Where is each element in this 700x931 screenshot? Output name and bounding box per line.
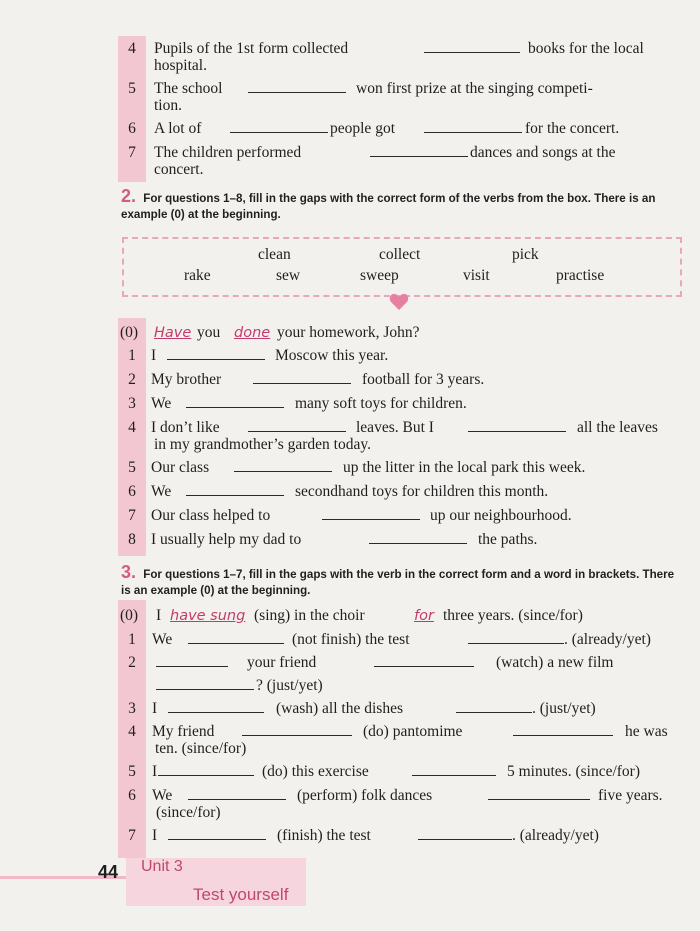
item-text: We xyxy=(151,483,172,500)
example-item xyxy=(0,605,700,627)
exercise-item xyxy=(0,118,700,140)
exercise-item xyxy=(0,369,700,391)
task-number: 3. xyxy=(121,562,137,582)
instruction-text: For questions 1–8, fill in the gaps with the correct form of the verbs from the box. There is an example (0) at the beginning. xyxy=(121,192,656,221)
item-text: your homework, John? xyxy=(277,324,420,341)
answer-blank[interactable] xyxy=(168,698,264,713)
item-text: many soft toys for children. xyxy=(295,395,467,412)
item-number: 5 xyxy=(128,763,136,780)
item-text: A lot of xyxy=(154,120,202,137)
item-text: . (already/yet) xyxy=(512,827,599,844)
word-box-word: sew xyxy=(276,267,301,284)
item-text: I xyxy=(152,763,158,780)
item-number: 4 xyxy=(128,419,136,436)
word-box-word: practise xyxy=(556,267,605,284)
exercise-item-continued xyxy=(0,802,700,824)
item-text: My brother xyxy=(151,371,222,388)
item-text: I xyxy=(152,700,158,717)
item-text: your friend xyxy=(247,654,317,671)
exercise-item xyxy=(0,529,700,551)
item-text: I usually help my dad to xyxy=(151,531,302,548)
item-number: (0) xyxy=(120,324,139,341)
task-3-instruction xyxy=(121,564,686,599)
item-text: won first prize at the singing competi- xyxy=(356,80,593,97)
item-number: (0) xyxy=(120,607,139,624)
exercise-item xyxy=(0,698,700,720)
item-text: I xyxy=(152,827,158,844)
exercise-item xyxy=(0,652,700,674)
item-text: I xyxy=(151,347,157,364)
word-box-word: pick xyxy=(512,246,539,263)
item-number: 6 xyxy=(128,483,136,500)
answer-blank[interactable] xyxy=(230,118,328,133)
item-text: (perform) folk dances xyxy=(297,787,433,804)
item-text: three years. (since/for) xyxy=(443,607,583,624)
answer-blank[interactable] xyxy=(253,369,351,384)
item-number: 1 xyxy=(128,347,136,364)
answer-blank[interactable] xyxy=(186,393,284,408)
item-number: 4 xyxy=(128,40,136,57)
item-text: (sing) in the choir xyxy=(254,607,365,624)
item-text: books for the local xyxy=(528,40,644,57)
answer-blank[interactable] xyxy=(468,417,566,432)
item-text: tion. xyxy=(154,97,182,114)
answer-blank[interactable] xyxy=(248,78,346,93)
answer-blank[interactable] xyxy=(418,825,512,840)
handwritten-answer: have sung xyxy=(170,608,246,624)
item-text: five years. xyxy=(598,787,663,804)
item-text: Pupils of the 1st form collected xyxy=(154,40,349,57)
item-text: ten. (since/for) xyxy=(155,740,247,757)
answer-blank[interactable] xyxy=(488,785,590,800)
item-text: I xyxy=(156,607,162,624)
section-title: Test yourself xyxy=(193,885,289,904)
handwritten-answer: for xyxy=(414,608,434,624)
item-number: 7 xyxy=(128,507,136,524)
item-text: football for 3 years. xyxy=(362,371,485,388)
exercise-item xyxy=(0,393,700,415)
answer-blank[interactable] xyxy=(513,721,613,736)
item-text: (do) this exercise xyxy=(262,763,369,780)
item-text: My friend xyxy=(152,723,215,740)
item-text: up our neighbourhood. xyxy=(430,507,572,524)
answer-blank[interactable] xyxy=(158,761,254,776)
answer-blank[interactable] xyxy=(188,629,284,644)
answer-blank[interactable] xyxy=(234,457,332,472)
item-text: . (just/yet) xyxy=(532,700,596,717)
item-text: We xyxy=(152,787,173,804)
exercise-item-continued xyxy=(0,159,700,181)
item-text: all the leaves xyxy=(577,419,658,436)
item-number: 4 xyxy=(128,723,136,740)
heart-icon xyxy=(389,293,409,311)
item-number: 5 xyxy=(128,459,136,476)
answer-blank[interactable] xyxy=(424,38,520,53)
item-text: Moscow this year. xyxy=(275,347,389,364)
task-number: 2. xyxy=(121,186,137,206)
answer-blank[interactable] xyxy=(242,721,352,736)
item-text: Our class helped to xyxy=(151,507,271,524)
item-text: ? (just/yet) xyxy=(256,677,323,694)
item-number: 1 xyxy=(128,631,136,648)
answer-blank[interactable] xyxy=(369,529,467,544)
answer-blank[interactable] xyxy=(168,825,266,840)
exercise-item-continued xyxy=(0,738,700,760)
answer-blank[interactable] xyxy=(156,652,228,667)
answer-blank[interactable] xyxy=(370,142,468,157)
item-text: for the concert. xyxy=(525,120,620,137)
unit-label: Unit 3 xyxy=(141,858,183,875)
item-text: dances and songs at the xyxy=(470,144,616,161)
answer-blank[interactable] xyxy=(456,698,532,713)
item-text: (since/for) xyxy=(156,804,221,821)
answer-blank[interactable] xyxy=(248,417,346,432)
exercise-item-continued xyxy=(0,55,700,77)
answer-blank[interactable] xyxy=(156,675,254,690)
item-text: The children performed xyxy=(154,144,302,161)
answer-blank[interactable] xyxy=(188,785,286,800)
item-text: Our class xyxy=(151,459,210,476)
handwritten-answer: Have xyxy=(154,325,192,341)
answer-blank[interactable] xyxy=(412,761,496,776)
item-number: 3 xyxy=(128,395,136,412)
item-number: 7 xyxy=(128,144,136,161)
item-text: the paths. xyxy=(478,531,538,548)
answer-blank[interactable] xyxy=(167,345,265,360)
item-text: 5 minutes. (since/for) xyxy=(507,763,641,780)
exercise-item-continued xyxy=(0,675,700,697)
item-number: 2 xyxy=(128,654,136,671)
exercise-item-continued xyxy=(0,434,700,456)
word-box-word: rake xyxy=(184,267,211,284)
item-text: The school xyxy=(154,80,223,97)
instruction-text: For questions 1–7, fill in the gaps with the verb in the correct form and a word in brackets. There is an example (0) at the beginning. xyxy=(121,568,675,597)
item-text: We xyxy=(152,631,173,648)
item-text: (finish) the test xyxy=(277,827,371,844)
handwritten-answer: done xyxy=(234,325,271,341)
page-number: 44 xyxy=(97,862,118,882)
item-text: hospital. xyxy=(154,57,207,74)
item-text: concert. xyxy=(154,161,204,178)
answer-blank[interactable] xyxy=(468,629,564,644)
exercise-item xyxy=(0,345,700,367)
answer-blank[interactable] xyxy=(424,118,522,133)
item-number: 6 xyxy=(128,120,136,137)
item-text: people got xyxy=(330,120,395,137)
item-text: . (already/yet) xyxy=(564,631,651,648)
item-text: secondhand toys for children this month. xyxy=(295,483,549,500)
item-text: (wash) all the dishes xyxy=(276,700,403,717)
exercise-item xyxy=(0,457,700,479)
item-number: 5 xyxy=(128,80,136,97)
exercise-item xyxy=(0,761,700,783)
word-box-word: clean xyxy=(258,246,291,263)
item-number: 6 xyxy=(128,787,136,804)
answer-blank[interactable] xyxy=(374,652,474,667)
item-number: 7 xyxy=(128,827,136,844)
task-2-instruction xyxy=(121,188,686,223)
item-number: 3 xyxy=(128,700,136,717)
exercise-item-continued xyxy=(0,95,700,117)
item-text: he was xyxy=(625,723,668,740)
item-text: We xyxy=(151,395,172,412)
word-box-word: collect xyxy=(379,246,421,263)
exercise-item xyxy=(0,481,700,503)
item-text: leaves. But I xyxy=(356,419,434,436)
item-text: (not finish) the test xyxy=(292,631,410,648)
item-text: (do) pantomime xyxy=(363,723,463,740)
answer-blank[interactable] xyxy=(322,505,420,520)
word-box-word: sweep xyxy=(360,267,399,284)
item-number: 2 xyxy=(128,371,136,388)
item-number: 8 xyxy=(128,531,136,548)
exercise-item xyxy=(0,825,700,847)
item-text: you xyxy=(197,324,221,341)
item-text: I don’t like xyxy=(151,419,220,436)
exercise-item xyxy=(0,629,700,651)
item-text: up the litter in the local park this week. xyxy=(343,459,586,476)
word-box-word: visit xyxy=(463,267,490,284)
item-text: in my grandmother’s garden today. xyxy=(154,436,371,453)
answer-blank[interactable] xyxy=(186,481,284,496)
example-item xyxy=(0,322,700,344)
item-text: (watch) a new film xyxy=(496,654,614,671)
exercise-item xyxy=(0,505,700,527)
